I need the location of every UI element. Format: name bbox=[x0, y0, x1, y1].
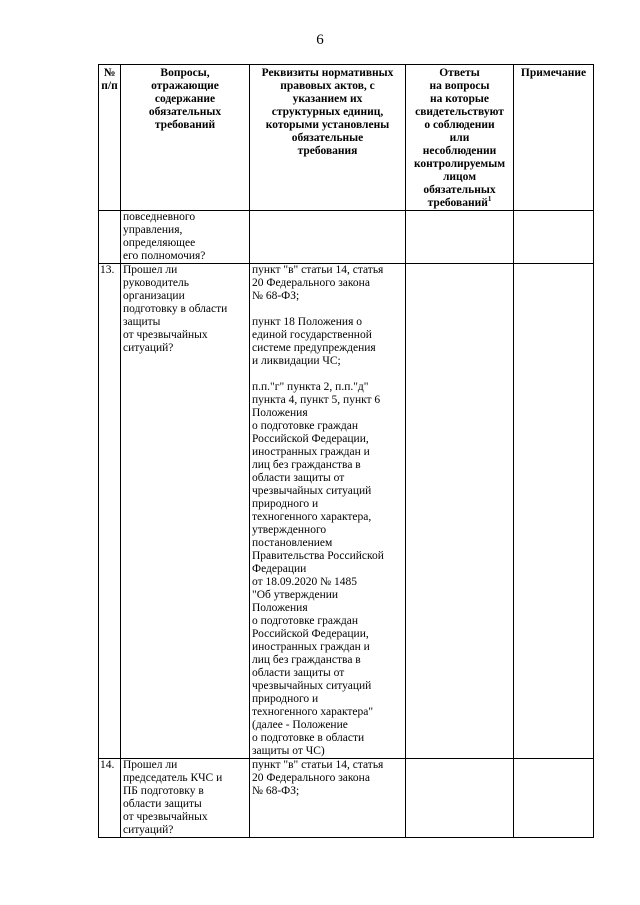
row-question: Прошел ли председатель КЧС и ПБ подготовку в области защиты от чрезвычайных ситуаций? bbox=[121, 759, 250, 838]
row-answer bbox=[406, 211, 514, 264]
row-num: 13. bbox=[99, 264, 121, 759]
row-num: 14. bbox=[99, 759, 121, 838]
header-note: Примечание bbox=[514, 65, 594, 211]
table-row bbox=[99, 211, 594, 264]
header-answers-text: Ответы на вопросы на которые свидетельствуют о соблюдении или несоблюдении контролируемым лицом обязательных требований bbox=[413, 67, 506, 209]
footnote-mark: 1 bbox=[487, 195, 492, 204]
requisite-block: пункт "в" статьи 14, статья 20 Федерального закона № 68-ФЗ; bbox=[252, 759, 384, 797]
row-answer bbox=[406, 264, 514, 759]
table-row bbox=[99, 264, 594, 759]
header-requisites: Реквизиты нормативных правовых актов, с указанием их структурных единиц, которыми установлены обязательные требования bbox=[250, 65, 406, 211]
requirements-table bbox=[98, 64, 594, 838]
table-row bbox=[99, 759, 594, 838]
row-answer bbox=[406, 759, 514, 838]
row-question: повседневного управления, определяющее его полномочия? bbox=[121, 211, 250, 264]
requisite-block: п.п."г" пункта 2, п.п."д" пункта 4, пункт 5, пункт 6 Положения о подготовке граждан Российской Федерации, иностранных граждан и лиц без гражданства в области защиты от чрезвычайных ситуаций природного и техногенного характера, утвержденного постановлением Правительства Российской Федерации от 18.09.2020 № 1485 "Об утверждении Положения о подготовке граждан Российской Федерации, иностранных граждан и лиц без гражданства в области защиты от чрезвычайных ситуаций природного и техногенного характера" (далее - Положение о подготовке в области защиты от ЧС) bbox=[252, 381, 384, 757]
row-requisites bbox=[250, 759, 406, 838]
page-number: 6 bbox=[316, 32, 324, 48]
table-header-row bbox=[99, 65, 594, 211]
header-answers bbox=[406, 65, 514, 211]
requisite-block: пункт 18 Положения о единой государственной системе предупреждения и ликвидации ЧС; bbox=[252, 316, 376, 367]
row-num bbox=[99, 211, 121, 264]
row-requisites bbox=[250, 264, 406, 759]
header-num: № п/п bbox=[99, 65, 121, 211]
row-note bbox=[514, 264, 594, 759]
row-note bbox=[514, 211, 594, 264]
row-note bbox=[514, 759, 594, 838]
requisite-block: пункт "в" статьи 14, статья 20 Федерального закона № 68-ФЗ; bbox=[252, 264, 384, 302]
row-question: Прошел ли руководитель организации подготовку в области защиты от чрезвычайных ситуаций? bbox=[121, 264, 250, 759]
header-question: Вопросы, отражающие содержание обязательных требований bbox=[121, 65, 250, 211]
row-requisites bbox=[250, 211, 406, 264]
